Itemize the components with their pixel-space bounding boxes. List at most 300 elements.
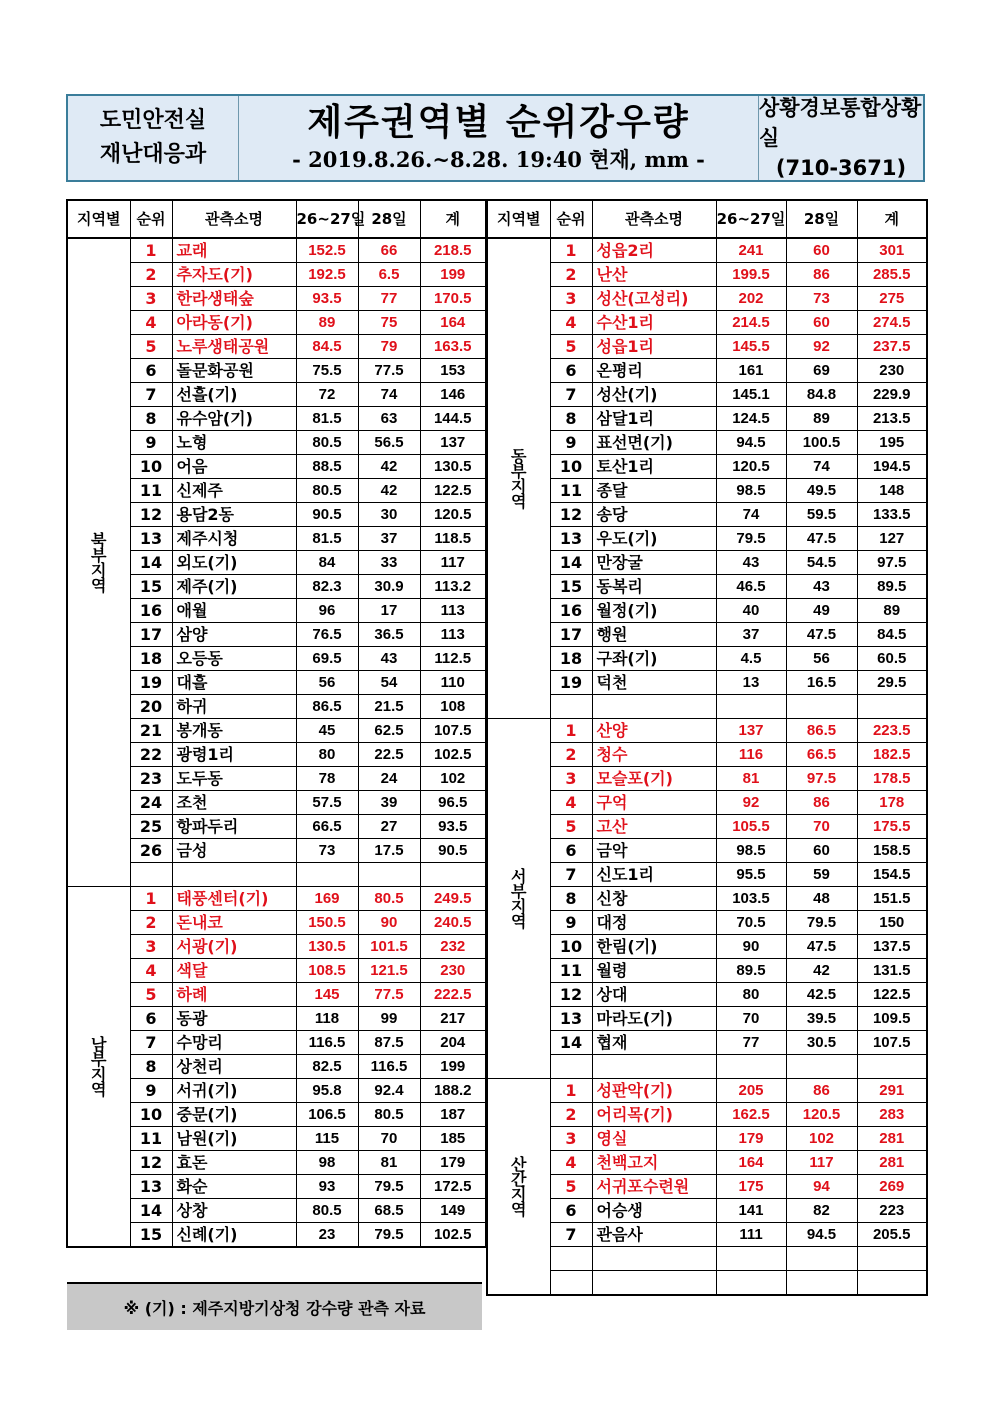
cell-d2: 62.5 <box>358 719 420 743</box>
region-label: 산 간 지 역 <box>487 1079 550 1296</box>
cell-d2: 30.5 <box>786 1031 857 1055</box>
header-banner <box>66 94 925 182</box>
cell-d1: 164 <box>716 1151 786 1175</box>
cell-rank: 3 <box>130 935 172 959</box>
cell-d1: 82.3 <box>296 575 358 599</box>
cell-total: 96.5 <box>420 791 486 815</box>
table-row <box>67 1127 486 1151</box>
cell-station <box>592 695 716 719</box>
cell-rank: 1 <box>550 1079 592 1103</box>
cell-station: 표선면(기) <box>592 431 716 455</box>
table-row <box>67 887 486 911</box>
cell-total <box>857 1055 927 1079</box>
cell-rank: 4 <box>550 311 592 335</box>
cell-station: 서귀포수련원 <box>592 1175 716 1199</box>
cell-d2: 86 <box>786 1079 857 1103</box>
cell-rank: 15 <box>550 575 592 599</box>
cell-total: 90.5 <box>420 839 486 863</box>
cell-total: 178.5 <box>857 767 927 791</box>
cell-rank: 10 <box>550 935 592 959</box>
cell-d2: 16.5 <box>786 671 857 695</box>
cell-d1: 84 <box>296 551 358 575</box>
cell-d2: 39 <box>358 791 420 815</box>
table-row <box>67 839 486 863</box>
cell-d2: 116.5 <box>358 1055 420 1079</box>
table-row <box>67 263 486 287</box>
cell-d2: 47.5 <box>786 935 857 959</box>
cell-station: 동광 <box>172 1007 296 1031</box>
cell-d2: 81 <box>358 1151 420 1175</box>
cell-rank: 10 <box>130 1103 172 1127</box>
cell-d2: 100.5 <box>786 431 857 455</box>
cell-total: 107.5 <box>420 719 486 743</box>
cell-station: 용담2동 <box>172 503 296 527</box>
cell-rank: 20 <box>130 695 172 719</box>
cell-total: 131.5 <box>857 959 927 983</box>
cell-rank: 17 <box>550 623 592 647</box>
cell-station: 상대 <box>592 983 716 1007</box>
cell-d1: 69.5 <box>296 647 358 671</box>
table-row <box>67 647 486 671</box>
cell-total: 89 <box>857 599 927 623</box>
cell-station: 태풍센터(기) <box>172 887 296 911</box>
table-row <box>67 671 486 695</box>
cell-d1: 82.5 <box>296 1055 358 1079</box>
region-label: 동 부 지 역 <box>487 238 550 719</box>
cell-station: 상창 <box>172 1199 296 1223</box>
cell-rank: 21 <box>130 719 172 743</box>
cell-total: 175.5 <box>857 815 927 839</box>
cell-rank: 14 <box>550 551 592 575</box>
cell-station: 효돈 <box>172 1151 296 1175</box>
cell-total: 84.5 <box>857 623 927 647</box>
cell-total: 283 <box>857 1103 927 1127</box>
cell-station: 수망리 <box>172 1031 296 1055</box>
cell-total: 107.5 <box>857 1031 927 1055</box>
cell-rank: 8 <box>550 407 592 431</box>
cell-d1: 78 <box>296 767 358 791</box>
cell-d2: 75 <box>358 311 420 335</box>
table-row <box>67 1031 486 1055</box>
cell-station: 어음 <box>172 455 296 479</box>
cell-total: 249.5 <box>420 887 486 911</box>
table-row <box>67 1103 486 1127</box>
table-row <box>67 479 486 503</box>
table-row <box>67 935 486 959</box>
cell-d2: 66 <box>358 238 420 263</box>
cell-total: 29.5 <box>857 671 927 695</box>
cell-station: 협재 <box>592 1031 716 1055</box>
cell-total <box>420 863 486 887</box>
cell-d2: 77.5 <box>358 359 420 383</box>
cell-total: 113.2 <box>420 575 486 599</box>
cell-d2 <box>786 695 857 719</box>
cell-total: 163.5 <box>420 335 486 359</box>
department-box <box>68 96 239 180</box>
cell-rank: 22 <box>130 743 172 767</box>
col-region-header: 지역별 <box>487 200 550 238</box>
cell-d1: 93 <box>296 1175 358 1199</box>
cell-d2: 47.5 <box>786 527 857 551</box>
table-row <box>67 1055 486 1079</box>
table-row <box>487 1199 927 1223</box>
table-row <box>67 1007 486 1031</box>
table-row <box>67 311 486 335</box>
cell-d2: 79 <box>358 335 420 359</box>
cell-station: 한림(기) <box>592 935 716 959</box>
cell-station: 제주시청 <box>172 527 296 551</box>
cell-d1: 98.5 <box>716 839 786 863</box>
cell-d1 <box>716 1247 786 1271</box>
cell-d1: 95.8 <box>296 1079 358 1103</box>
cell-total: 178 <box>857 791 927 815</box>
cell-d1: 150.5 <box>296 911 358 935</box>
cell-station: 청수 <box>592 743 716 767</box>
cell-total: 122.5 <box>857 983 927 1007</box>
cell-d1 <box>716 1055 786 1079</box>
cell-d1: 175 <box>716 1175 786 1199</box>
cell-d2: 90 <box>358 911 420 935</box>
cell-station: 돈내코 <box>172 911 296 935</box>
cell-total: 194.5 <box>857 455 927 479</box>
cell-rank: 7 <box>550 863 592 887</box>
table-row <box>67 743 486 767</box>
cell-station: 신례(기) <box>172 1223 296 1248</box>
cell-total: 275 <box>857 287 927 311</box>
cell-rank: 5 <box>550 815 592 839</box>
cell-d2: 42.5 <box>786 983 857 1007</box>
cell-station: 영실 <box>592 1127 716 1151</box>
cell-total <box>857 1271 927 1296</box>
cell-total: 148 <box>857 479 927 503</box>
dept-line-2: 재난대응과 <box>99 142 207 167</box>
cell-rank: 6 <box>130 1007 172 1031</box>
cell-d1: 74 <box>716 503 786 527</box>
cell-station: 제주(기) <box>172 575 296 599</box>
col-d1-header: 26~27일 <box>296 200 358 238</box>
cell-station: 선흘(기) <box>172 383 296 407</box>
cell-station: 고산 <box>592 815 716 839</box>
cell-d1: 66.5 <box>296 815 358 839</box>
table-row <box>487 407 927 431</box>
cell-d1 <box>716 695 786 719</box>
cell-station: 아라동(기) <box>172 311 296 335</box>
cell-station: 신도1리 <box>592 863 716 887</box>
cell-total: 291 <box>857 1079 927 1103</box>
cell-total: 179 <box>420 1151 486 1175</box>
cell-d2: 49 <box>786 599 857 623</box>
cell-rank: 12 <box>130 1151 172 1175</box>
cell-total: 274.5 <box>857 311 927 335</box>
table-row <box>67 383 486 407</box>
cell-d1: 145.1 <box>716 383 786 407</box>
cell-d2: 117 <box>786 1151 857 1175</box>
cell-total: 60.5 <box>857 647 927 671</box>
cell-station: 오등동 <box>172 647 296 671</box>
cell-rank: 4 <box>130 311 172 335</box>
cell-d1: 95.5 <box>716 863 786 887</box>
cell-d1: 70 <box>716 1007 786 1031</box>
cell-d1: 81 <box>716 767 786 791</box>
cell-total: 133.5 <box>857 503 927 527</box>
cell-total: 110 <box>420 671 486 695</box>
table-row <box>67 575 486 599</box>
cell-d2: 54.5 <box>786 551 857 575</box>
table-row <box>487 1007 927 1031</box>
cell-d2: 68.5 <box>358 1199 420 1223</box>
cell-station: 광령1리 <box>172 743 296 767</box>
table-row <box>487 815 927 839</box>
table-header-row <box>487 200 927 238</box>
cell-station: 서광(기) <box>172 935 296 959</box>
cell-d1: 103.5 <box>716 887 786 911</box>
table-row <box>487 791 927 815</box>
cell-total: 122.5 <box>420 479 486 503</box>
cell-station: 외도(기) <box>172 551 296 575</box>
cell-d1: 81.5 <box>296 527 358 551</box>
cell-d1: 98 <box>296 1151 358 1175</box>
cell-station: 삼양 <box>172 623 296 647</box>
cell-rank: 12 <box>550 503 592 527</box>
cell-station: 구억 <box>592 791 716 815</box>
cell-rank: 6 <box>550 1199 592 1223</box>
table-row <box>487 767 927 791</box>
cell-d2: 42 <box>358 455 420 479</box>
table-row <box>487 383 927 407</box>
cell-d2: 60 <box>786 839 857 863</box>
cell-d2: 21.5 <box>358 695 420 719</box>
table-row <box>67 1175 486 1199</box>
cell-station <box>592 1055 716 1079</box>
table-row <box>487 503 927 527</box>
cell-d1: 90.5 <box>296 503 358 527</box>
cell-d2: 39.5 <box>786 1007 857 1031</box>
cell-d1: 23 <box>296 1223 358 1248</box>
cell-rank: 2 <box>130 911 172 935</box>
table-row <box>487 599 927 623</box>
cell-rank: 5 <box>550 335 592 359</box>
cell-rank: 11 <box>130 1127 172 1151</box>
cell-station: 수산1리 <box>592 311 716 335</box>
cell-rank: 24 <box>130 791 172 815</box>
cell-d1: 105.5 <box>716 815 786 839</box>
cell-d1: 84.5 <box>296 335 358 359</box>
cell-rank: 13 <box>550 527 592 551</box>
cell-d2: 74 <box>358 383 420 407</box>
cell-rank <box>130 863 172 887</box>
table-row <box>487 311 927 335</box>
cell-d2: 86 <box>786 263 857 287</box>
cell-d1: 73 <box>296 839 358 863</box>
cell-d1: 152.5 <box>296 238 358 263</box>
cell-total: 213.5 <box>857 407 927 431</box>
cell-rank: 3 <box>130 287 172 311</box>
table-row <box>487 551 927 575</box>
region-label: 서 부 지 역 <box>487 719 550 1079</box>
cell-total: 222.5 <box>420 983 486 1007</box>
page-subtitle: - 2019.8.26.~8.28. 19:40 현재, mm - <box>292 147 705 172</box>
cell-rank: 7 <box>130 383 172 407</box>
col-rank-header: 순위 <box>550 200 592 238</box>
cell-d2: 70 <box>358 1127 420 1151</box>
cell-d1: 214.5 <box>716 311 786 335</box>
table-row <box>487 983 927 1007</box>
cell-d1: 57.5 <box>296 791 358 815</box>
cell-rank: 3 <box>550 767 592 791</box>
cell-rank: 19 <box>550 671 592 695</box>
table-row <box>487 887 927 911</box>
table-row <box>487 743 927 767</box>
table-row <box>67 623 486 647</box>
table-row <box>487 263 927 287</box>
cell-d2: 66.5 <box>786 743 857 767</box>
col-d2-header: 28일 <box>358 200 420 238</box>
cell-rank: 11 <box>550 479 592 503</box>
cell-total: 127 <box>857 527 927 551</box>
cell-d1: 202 <box>716 287 786 311</box>
cell-d1: 75.5 <box>296 359 358 383</box>
col-station-header: 관측소명 <box>172 200 296 238</box>
cell-total: 108 <box>420 695 486 719</box>
cell-rank: 2 <box>550 1103 592 1127</box>
cell-total: 113 <box>420 599 486 623</box>
cell-d2: 94.5 <box>786 1223 857 1247</box>
table-row <box>487 1223 927 1247</box>
table-row <box>487 1031 927 1055</box>
cell-total: 89.5 <box>857 575 927 599</box>
cell-station: 신창 <box>592 887 716 911</box>
table-row <box>67 1199 486 1223</box>
left-rainfall-table <box>66 199 487 1248</box>
cell-d1 <box>716 1271 786 1296</box>
cell-d1: 89.5 <box>716 959 786 983</box>
cell-total: 149 <box>420 1199 486 1223</box>
cell-total: 281 <box>857 1151 927 1175</box>
table-row <box>487 238 927 263</box>
cell-d2: 22.5 <box>358 743 420 767</box>
cell-station: 토산1리 <box>592 455 716 479</box>
cell-station <box>592 1247 716 1271</box>
cell-total: 185 <box>420 1127 486 1151</box>
cell-d2: 89 <box>786 407 857 431</box>
cell-d2: 30.9 <box>358 575 420 599</box>
table-row <box>67 238 486 263</box>
cell-d2: 42 <box>358 479 420 503</box>
cell-d2: 80.5 <box>358 1103 420 1127</box>
cell-total: 269 <box>857 1175 927 1199</box>
cell-rank: 11 <box>550 959 592 983</box>
cell-d2: 79.5 <box>786 911 857 935</box>
cell-d2: 84.8 <box>786 383 857 407</box>
cell-d1: 89 <box>296 311 358 335</box>
cell-d2: 49.5 <box>786 479 857 503</box>
cell-station: 화순 <box>172 1175 296 1199</box>
cell-rank: 5 <box>130 983 172 1007</box>
cell-d2: 77.5 <box>358 983 420 1007</box>
cell-station: 한라생태숲 <box>172 287 296 311</box>
cell-d1: 76.5 <box>296 623 358 647</box>
cell-total: 205.5 <box>857 1223 927 1247</box>
cell-rank: 6 <box>130 359 172 383</box>
cell-total <box>857 695 927 719</box>
cell-total: 232 <box>420 935 486 959</box>
cell-total: 154.5 <box>857 863 927 887</box>
cell-station: 행원 <box>592 623 716 647</box>
cell-d2: 101.5 <box>358 935 420 959</box>
cell-station: 성산(고성리) <box>592 287 716 311</box>
cell-d2 <box>786 1247 857 1271</box>
cell-total: 137 <box>420 431 486 455</box>
cell-station: 관음사 <box>592 1223 716 1247</box>
cell-d2: 99 <box>358 1007 420 1031</box>
cell-rank: 6 <box>550 359 592 383</box>
cell-total: 195 <box>857 431 927 455</box>
table-row <box>67 695 486 719</box>
cell-d2: 94 <box>786 1175 857 1199</box>
cell-d2: 17.5 <box>358 839 420 863</box>
cell-d2: 59.5 <box>786 503 857 527</box>
table-row <box>487 959 927 983</box>
cell-d2: 86 <box>786 791 857 815</box>
cell-total: 204 <box>420 1031 486 1055</box>
cell-station: 송당 <box>592 503 716 527</box>
cell-d2: 60 <box>786 311 857 335</box>
cell-d1: 80.5 <box>296 479 358 503</box>
cell-rank: 17 <box>130 623 172 647</box>
cell-d1: 43 <box>716 551 786 575</box>
cell-d2: 43 <box>358 647 420 671</box>
cell-d2: 80.5 <box>358 887 420 911</box>
table-row <box>67 359 486 383</box>
cell-d2: 79.5 <box>358 1175 420 1199</box>
cell-d1: 145 <box>296 983 358 1007</box>
col-station-header: 관측소명 <box>592 200 716 238</box>
cell-total: 151.5 <box>857 887 927 911</box>
cell-d1: 79.5 <box>716 527 786 551</box>
cell-d2 <box>358 863 420 887</box>
cell-d1: 120.5 <box>716 455 786 479</box>
cell-d2: 36.5 <box>358 623 420 647</box>
cell-station: 애월 <box>172 599 296 623</box>
cell-d2: 92 <box>786 335 857 359</box>
cell-rank: 7 <box>130 1031 172 1055</box>
cell-rank <box>550 695 592 719</box>
cell-d2: 86.5 <box>786 719 857 743</box>
cell-station: 성읍1리 <box>592 335 716 359</box>
cell-d1: 40 <box>716 599 786 623</box>
cell-d2: 27 <box>358 815 420 839</box>
table-row <box>67 1151 486 1175</box>
cell-d1: 199.5 <box>716 263 786 287</box>
cell-station: 월령 <box>592 959 716 983</box>
cell-total: 237.5 <box>857 335 927 359</box>
cell-d1: 115 <box>296 1127 358 1151</box>
table-row <box>67 407 486 431</box>
table-row <box>487 1055 927 1079</box>
cell-total <box>857 1247 927 1271</box>
table-row <box>67 863 486 887</box>
cell-total: 230 <box>857 359 927 383</box>
cell-station: 월정(기) <box>592 599 716 623</box>
table-row <box>67 551 486 575</box>
table-row <box>67 815 486 839</box>
table-row <box>487 695 927 719</box>
cell-d1: 45 <box>296 719 358 743</box>
cell-d1: 205 <box>716 1079 786 1103</box>
cell-d1: 86.5 <box>296 695 358 719</box>
cell-d1: 77 <box>716 1031 786 1055</box>
cell-d1: 80 <box>296 743 358 767</box>
